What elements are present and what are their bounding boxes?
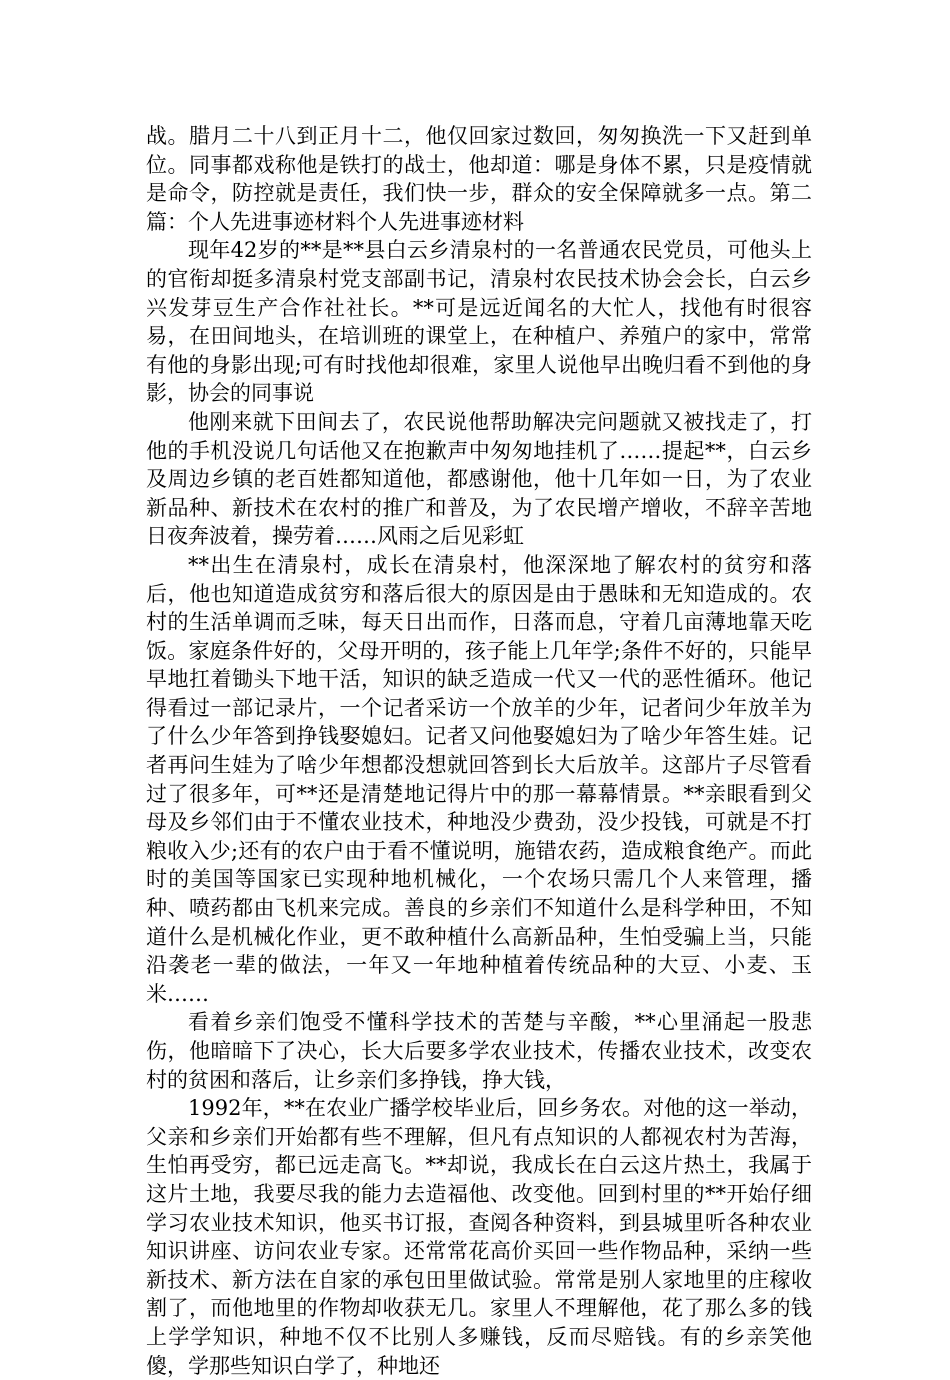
paragraph-1: 战。腊月二十八到正月十二，他仅回家过数回，匆匆换洗一下又赶到单位。同事都戏称他是铁打的战士，他却道：哪是身体不累，只是疫情就是命令，防控就是责任，我们快一步，群众的安全保障就多一点。第二篇：个人先进事迹材料个人先进事迹材料 xyxy=(146,124,812,234)
paragraph-2: 现年42岁的**是**县白云乡清泉村的一名普通农民党员，可他头上的官衔却挺多清泉村党支部副书记，清泉村农民技术协会会长，白云乡兴发芽豆生产合作社社长。**可是远近闻名的大忙人，找他有时很容易，在田间地头，在培训班的课堂上，在种植户、养殖户的家中，常常有他的身影出现;可有时找他却很难，家里人说他早出晚归看不到他的身影，协会的同事说 xyxy=(146,238,812,406)
paragraph-3: 他刚来就下田间去了，农民说他帮助解决完问题就又被找走了，打他的手机没说几句话他又在抱歉声中匆匆地挂机了……提起**，白云乡及周边乡镇的老百姓都知道他，都感谢他，他十几年如一日，为了农业新品种、新技术在农村的推广和普及，为了农民增产增收，不辞辛苦地日夜奔波着，操劳着……风雨之后见彩虹 xyxy=(146,409,812,549)
paragraph-4: **出生在清泉村，成长在清泉村，他深深地了解农村的贫穷和落后，他也知道造成贫穷和落后很大的原因是由于愚昧和无知造成的。农村的生活单调而乏味，每天日出而作，日落而息，守着几亩薄地靠天吃饭。家庭条件好的，父母开明的，孩子能上几年学;条件不好的，只能早早地扛着锄头下地干活，知识的缺乏造成一代又一代的恶性循环。他记得看过一部记录片，一个记者采访一个放羊的少年，记者问少年放羊为了什么少年答到挣钱娶媳妇。记者又问他娶媳妇为了啥少年答生娃。记者再问生娃为了啥少年想都没想就回答到长大后放羊。这部片子尽管看过了很多年，可**还是清楚地记得片中的那一幕幕情景。**亲眼看到父母及乡邻们由于不懂农业技术，种地没少费劲，没少投钱，可就是不打粮收入少;还有的农户由于看不懂说明，施错农药，造成粮食绝产。而此时的美国等国家已实现种地机械化，一个农场只需几个人来管理，播种、喷药都由飞机来完成。善良的乡亲们不知道什么是科学种田，不知道什么是机械化作业，更不敢种植什么高新品种，生怕受骗上当，只能沿袭老一辈的做法，一年又一年地种植着传统品种的大豆、小麦、玉米…… xyxy=(146,552,812,1006)
paragraph-5: 看着乡亲们饱受不懂科学技术的苦楚与辛酸，**心里涌起一股悲伤，他暗暗下了决心，长大后要多学农业技术，传播农业技术，改变农村的贫困和落后，让乡亲们多挣钱，挣大钱， xyxy=(146,1010,812,1092)
paragraph-6: 1992年，**在农业广播学校毕业后，回乡务农。对他的这一举动，父亲和乡亲们开始都有些不理解，但凡有点知识的人都视农村为苦海，生怕再受穷，都已远走高飞。**却说，我成长在白云这片热土，我属于这片土地，我要尽我的能力去造福他、改变他。回到村里的**开始仔细学习农业技术知识，他买书订报，查阅各种资料，到县城里听各种农业知识讲座、访问农业专家。还常常花高价买回一些作物品种，采纳一些新技术、新方法在自家的承包田里做试验。常常是别人家地里的庄稼收割了，而他地里的作物却收获无几。家里人不理解他，花了那么多的钱上学学知识，种地不仅不比别人多赚钱，反而尽赔钱。有的乡亲笑他傻，学那些知识白学了，种地还 xyxy=(146,1096,812,1378)
document-body xyxy=(146,122,812,1380)
